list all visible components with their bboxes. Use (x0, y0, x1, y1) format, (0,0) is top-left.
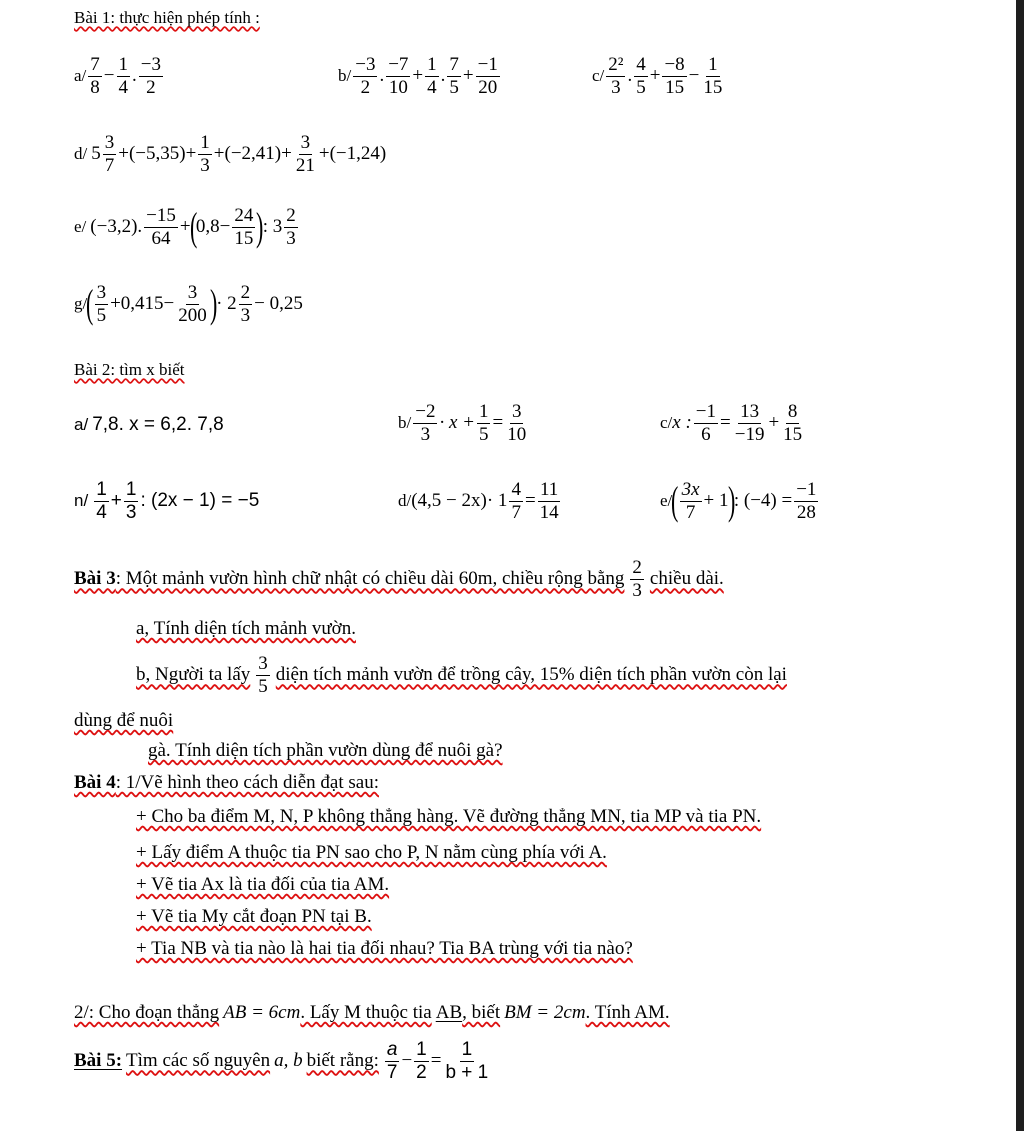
bai1-c: c/ $\frac{\text{2²}}{3}$ . $\frac{4}{5}$ + $\frac{-8}{15}$ − $\frac{1}{15}$ (592, 54, 723, 98)
bai1-g: g/ ( $\frac{3}{5}$ +0,415− $\frac{3}{200}$ ) · 2 $\frac{2}{3}$ − 0,25 (74, 281, 303, 327)
bai2-b: b/ $\frac{-2}{3}$ · x + $\frac{1}{5}$ = $\frac{3}{10}$ (398, 401, 527, 445)
bai1-e: e/ (−3,2). $\frac{-15}{64}$ + ( 0,8− $\frac{24}{15}$ ) : 3 $\frac{2}{3}$ (74, 204, 296, 250)
bai2-heading: Bài 2: tìm x biết (74, 360, 185, 379)
bai3-b: b, Người ta lấy $\frac{3}{5}$ diện tích mảnh vườn để trồng cây, 15% diện tích phần vườn còn lại (136, 653, 787, 697)
bai2-a: a/ 7,8. x = 6,2. 7,8 (74, 414, 224, 435)
bai4-item-2: + Lấy điểm A thuộc tia PN sao cho P, N nằm cùng phía với A. (136, 842, 607, 863)
bai3-a: a, Tính diện tích mảnh vườn. (136, 618, 356, 639)
window-border (1016, 0, 1024, 1131)
bai4-part2: 2/: Cho đoạn thẳng AB = 6cm . Lấy M thuộc tia AB , biết BM = 2cm . Tính AM. (74, 1002, 670, 1023)
bai4-item-4: + Vẽ tia My cắt đoạn PN tại B. (136, 906, 372, 927)
bai4-item-3: + Vẽ tia Ax là tia đối của tia AM. (136, 874, 390, 895)
bai2-d: d/ (4,5 − 2x)· 1 $\frac{4}{7}$ = $\frac{11}{14}$ (398, 479, 559, 523)
bai4-item-5: + Tia NB và tia nào là hai tia đối nhau? Tia BA trùng với tia nào? (136, 938, 633, 959)
bai1-heading: Bài 1: thực hiện phép tính : (74, 8, 260, 27)
bai2-e: e/ ( $\frac{3x}{7}$ + 1 ) : (−4) = $\frac{-1}{28}$ (660, 478, 817, 524)
bai1-b: b/ $\frac{-3}{2}$ . $\frac{-7}{10}$ + $\frac{1}{4}$ . $\frac{7}{5}$ + $\frac{-1}{20}$ (338, 54, 498, 98)
bai4-item-1: + Cho ba điểm M, N, P không thẳng hàng. Vẽ đường thẳng MN, tia MP và tia PN. (136, 806, 762, 827)
bai2-c: c/ x : $\frac{-1}{6}$ = $\frac{13}{-19}$ + $\frac{8}{15}$ (660, 401, 803, 445)
bai3-line1: Bài 3 : Một mảnh vườn hình chữ nhật có chiều dài 60m, chiều rộng bằng $\frac{2}{3}$ chiều dài. (74, 557, 724, 601)
bai1-d: d/ 5 $\frac{3}{7}$ +(−5,35)+ $\frac{1}{3}$ +(−2,41)+ $\frac{3}{21}$ +(−1,24) (74, 132, 387, 176)
bai2-n: n/ $\frac{1}{4}$ + $\frac{1}{3}$ : (2x − 1) = −5 (74, 479, 260, 523)
bai5: Bài 5: Tìm các số nguyên a, b biết rằng: $\frac{a}{7}$ − $\frac{1}{2}$ = $\frac{1}{b + 1}$ (74, 1039, 489, 1083)
bai3-b-cont: dùng để nuôi (74, 710, 174, 731)
bai1-a: a/ $\frac{7}{8}$ − $\frac{1}{4}$ . $\frac{-3}{2}$ (74, 54, 161, 98)
bai4-intro: Bài 4 : 1/Vẽ hình theo cách diễn đạt sau: (74, 772, 379, 793)
bai3-b-cont2: gà. Tính diện tích phần vườn dùng để nuôi gà? (148, 740, 503, 761)
